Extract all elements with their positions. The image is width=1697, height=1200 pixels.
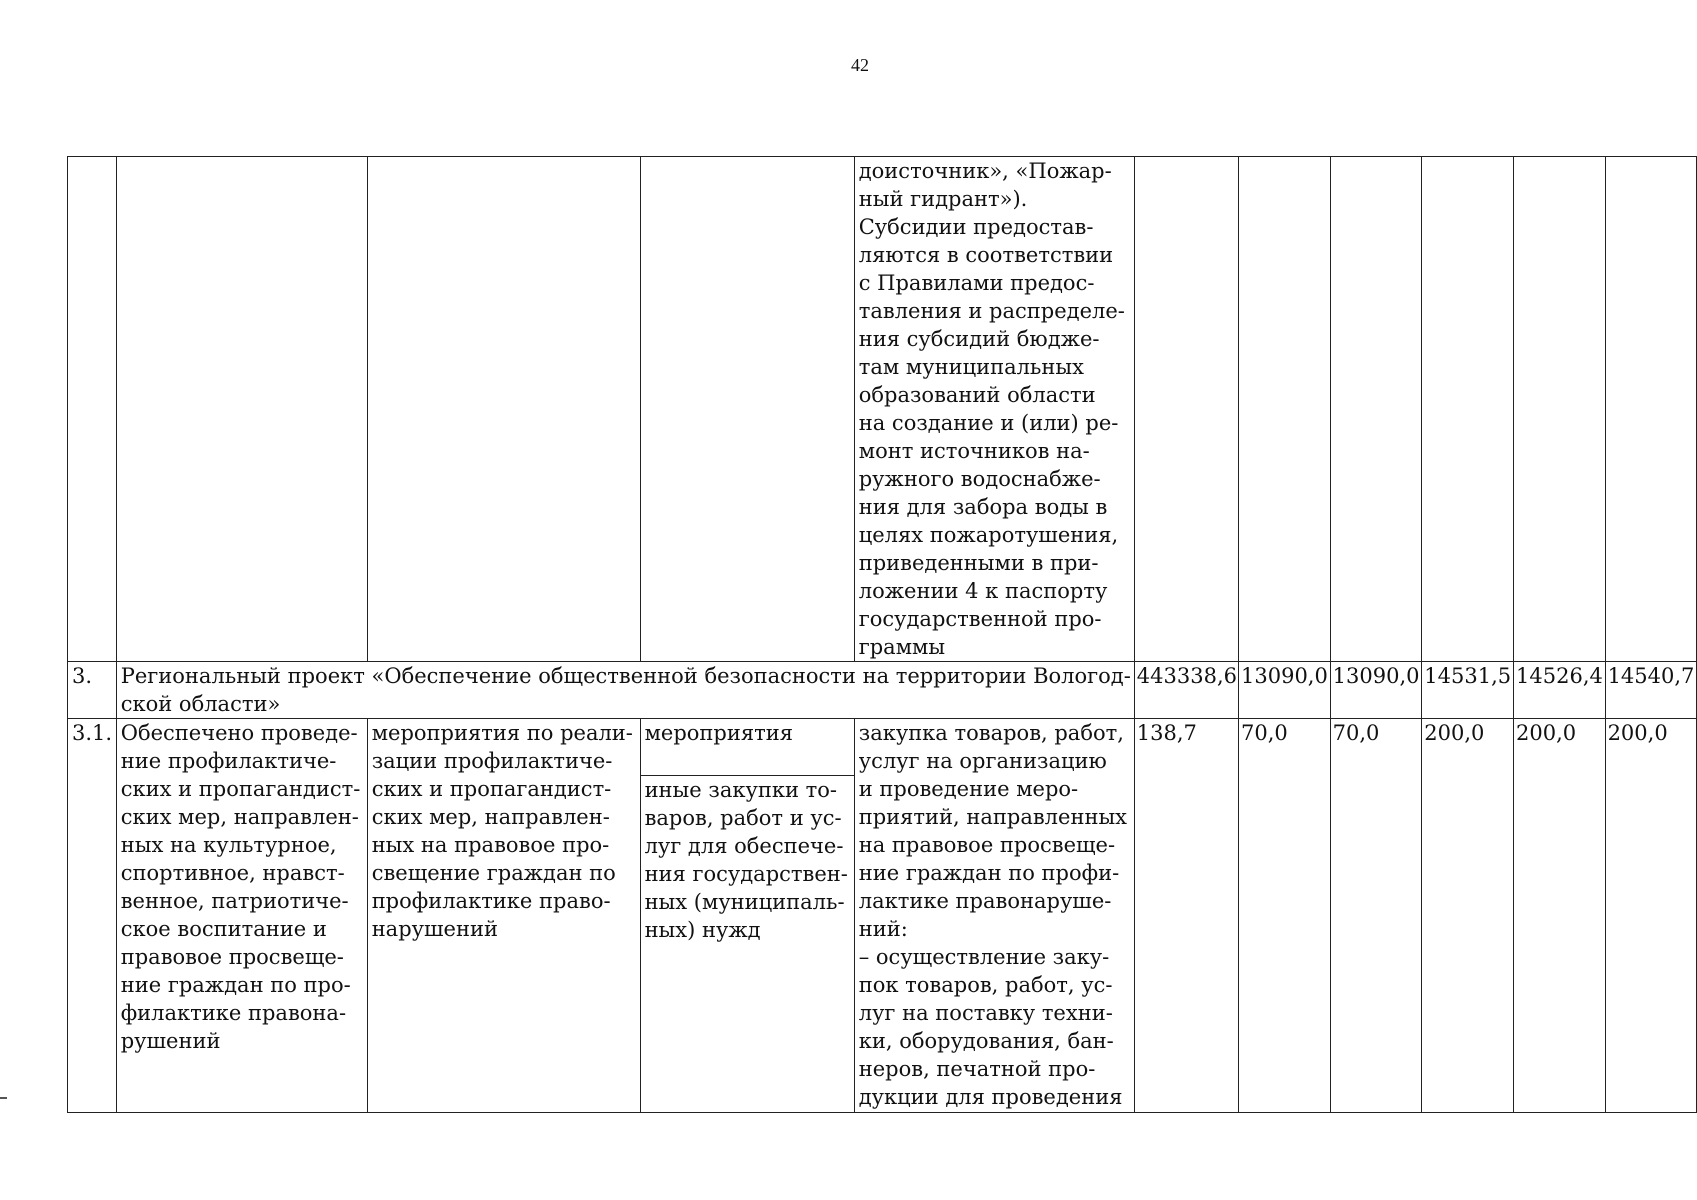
text-line: правовое просвеще- [120,945,344,969]
cell-number: 3.1. [68,719,117,1113]
text-line: спортивное, нравст- [120,861,345,885]
expense-type-top: мероприятия [641,719,854,776]
text-line: ния для забора воды в [858,495,1108,519]
text-line: услуг на организацию [858,749,1107,773]
text-line: иные закупки то- [644,778,837,802]
text-line: Обеспечено проведе- [120,721,358,745]
cell-value [1514,157,1606,662]
text-line: ское воспитание и [120,917,327,941]
cell-project-title [116,662,1134,719]
text-line: рушений [120,1029,221,1053]
cell-value: 200,0 [1422,719,1514,1113]
text-line: доисточник», «Пожар- [858,159,1112,183]
text-line: ных на правовое про- [371,833,610,857]
cell-result [116,157,367,662]
text-line: ных) нужд [644,918,761,942]
text-line: нарушений [371,917,498,941]
text-line: дукции для проведения [858,1085,1123,1109]
table-row-continuation [68,157,1697,662]
cell-value-total: 443338,6 [1134,662,1238,719]
cell-number [68,157,117,662]
text-line: государственной про- [858,607,1102,631]
text-line: ние профилактиче- [120,749,337,773]
text-line: ложении 4 к паспорту [858,579,1108,603]
cell-value: 14526,4 [1514,662,1606,719]
text-line: ние граждан по профи- [858,861,1120,885]
text-line: тавления и распределе- [858,299,1125,323]
text-line: ных (муниципаль- [644,890,845,914]
scan-margin-mark [0,1097,7,1099]
text-line: ный гидрант»). [858,187,1028,211]
text-line: ляются в соответствии [858,243,1114,267]
text-line: филактике правона- [120,1001,347,1025]
cell-value: 70,0 [1239,719,1331,1113]
program-table [67,156,1697,1113]
text-line: с Правилами предос- [858,271,1095,295]
text-line: на правовое просвеще- [858,833,1116,857]
text-line: на создание и (или) ре- [858,411,1119,435]
text-line: граммы [858,635,946,659]
text-line: образований области [858,383,1096,407]
cell-value: 13090,0 [1330,662,1422,719]
cell-expense-type [640,157,854,662]
cell-expense-type [640,719,854,1113]
cell-value: 70,0 [1330,719,1422,1113]
expense-type-bottom [641,776,854,1112]
cell-value [1134,157,1238,662]
cell-value: 13090,0 [1239,662,1331,719]
cell-description [854,719,1134,1113]
text-line: закупка товаров, работ, [858,721,1124,745]
text-line: – осуществление заку- [858,945,1110,969]
cell-value [1239,157,1331,662]
cell-result [116,719,367,1113]
text-line: зации профилактиче- [371,749,613,773]
cell-value: 14531,5 [1422,662,1514,719]
text-line: целях пожаротушения, [858,523,1119,547]
text-line: ния субсидий бюдже- [858,327,1100,351]
table-row-3 [68,662,1697,719]
text-line: ружного водоснабже- [858,467,1101,491]
text-line: ных на культурное, [120,833,337,857]
cell-value: 200,0 [1605,719,1696,1113]
text-line: и проведение меро- [858,777,1079,801]
text-line: варов, работ и ус- [644,806,842,830]
text-line: лактике правонаруше- [858,889,1112,913]
text-line: ских мер, направлен- [371,805,610,829]
cell-description [854,157,1134,662]
text-line: там муниципальных [858,355,1084,379]
text-line: ние граждан по про- [120,973,351,997]
text-line: Региональный проект «Обеспечение общественной безопасности на территории Вологод- [120,664,1131,688]
text-line: луг на поставку техни- [858,1001,1113,1025]
text-line: ских мер, направлен- [120,805,359,829]
text-line: монт источников на- [858,439,1090,463]
text-line: мероприятия по реали- [371,721,633,745]
text-line: ний: [858,917,908,941]
text-line: луг для обеспече- [644,834,844,858]
text-line: приятий, направленных [858,805,1127,829]
text-line: Субсидии предостав- [858,215,1094,239]
cell-number: 3. [68,662,117,719]
text-line: профилактике право- [371,889,611,913]
cell-value: 200,0 [1514,719,1606,1113]
text-line: ских и пропагандист- [120,777,361,801]
cell-value: 14540,7 [1605,662,1696,719]
text-line: ния государствен- [644,862,848,886]
text-line: пок товаров, работ, ус- [858,973,1113,997]
text-line: ских и пропагандист- [371,777,612,801]
text-line: приведенными в при- [858,551,1099,575]
cell-value [1422,157,1514,662]
text-line: венное, патриотиче- [120,889,349,913]
cell-value [1605,157,1696,662]
text-line: ки, оборудования, бан- [858,1029,1114,1053]
cell-value [1330,157,1422,662]
cell-value-total: 138,7 [1134,719,1238,1113]
page-number: 42 [851,55,869,75]
text-line: ской области» [120,692,281,716]
cell-measure [367,719,640,1113]
cell-measure [367,157,640,662]
text-line: свещение граждан по [371,861,616,885]
text-line: неров, печатной про- [858,1057,1096,1081]
table-row-3-1 [68,719,1697,1113]
